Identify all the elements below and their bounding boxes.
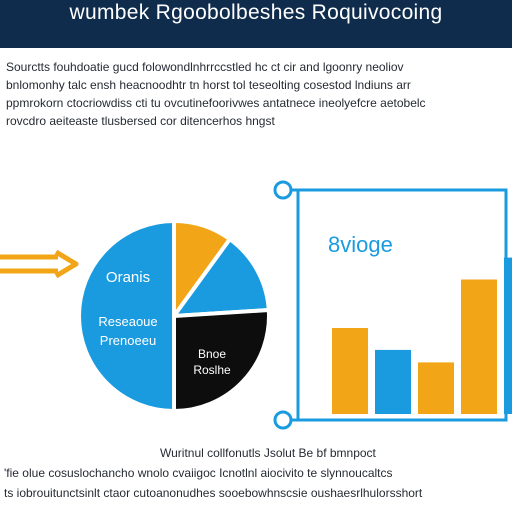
bar-chart-title: 8vioge xyxy=(328,232,393,257)
circle-node-icon xyxy=(275,412,291,428)
bar-5 xyxy=(504,258,512,414)
footer-line: Wuritnul collfonutls Jsolut Be bf bmnpoct xyxy=(160,446,376,460)
pie-label: Reseaoue xyxy=(98,314,158,329)
bar-chart xyxy=(332,258,512,414)
intro-line: ppmrokorn ctocriowdiss cti tu ovcutinefoorivwes antatnece ineolyefcre aetobelc xyxy=(6,96,426,110)
right-arrow-icon xyxy=(0,252,76,276)
page-title: wumbek Rgoobolbeshes Roquivocoing xyxy=(69,1,443,24)
intro-line: Sourctts fouhdoatie gucd folowondlnhrrccstled hc ct cir and lgoonry neoliov xyxy=(6,60,404,74)
footer-line: ts iobrouitunctsinlt ctaor cutoanonudhes sooebowhnscsie oushaesrlhulorsshort xyxy=(4,486,423,500)
intro-line: rovcdro aeiteaste tlusbersed cor ditencerhos hngst xyxy=(6,114,275,128)
circle-node-icon xyxy=(275,182,291,198)
bar-1 xyxy=(332,328,368,414)
pie-label: Roslhe xyxy=(193,363,231,377)
footer-paragraph xyxy=(4,443,510,503)
footer-line: 'fie olue cosuslochancho wnolo cvaiigoc Icnotlnl aiocivito te slynnoucaltcs xyxy=(4,466,393,480)
pie-label: Bnoe xyxy=(197,347,227,361)
pie-label: Prenoeeu xyxy=(99,333,157,348)
bar-4 xyxy=(461,280,497,415)
bar-2 xyxy=(375,350,411,414)
pie-label: Oranis xyxy=(105,269,151,286)
bar-3 xyxy=(418,362,454,414)
intro-line: bnlomonhy talc ensh heacnoodhtr tn horst tol teseolting cosestod lndiuns arr xyxy=(6,78,411,92)
